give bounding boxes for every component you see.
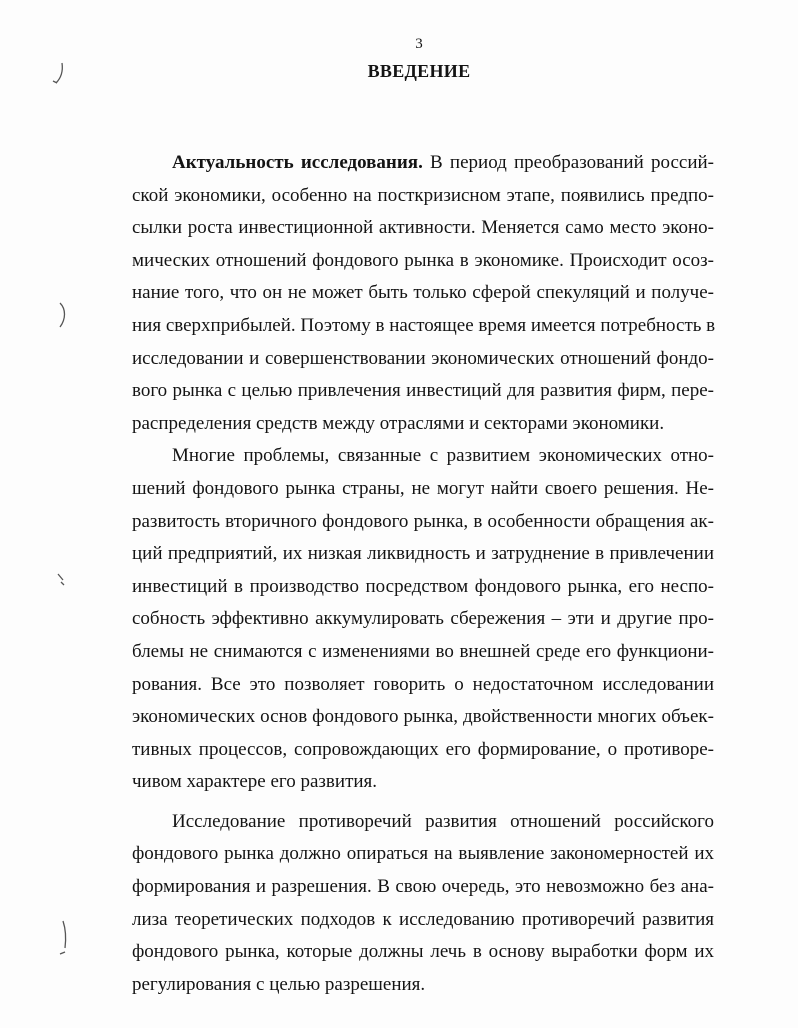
paragraph-line: Исследование противоречий развития отношений российского <box>172 810 714 832</box>
paragraph-line: формирования и разрешения. В свою очередь, это невозможно без ана- <box>132 876 714 898</box>
paragraph-line: исследовании и совершенствовании экономических отношений фондо- <box>132 347 714 369</box>
paragraph-line: лиза теоретических подходов к исследованию противоречий развития <box>132 908 714 930</box>
paragraph-line: рования. Все это позволяет говорить о недостаточном исследовании <box>132 673 714 695</box>
paragraph-line: фондового рынка, которые должны лечь в основу выработки форм их <box>132 941 714 963</box>
paragraph-line: тивных процессов, сопровождающих его формирование, о противоре- <box>132 738 714 760</box>
paragraph-line: чивом характере его развития. <box>132 771 378 793</box>
paragraph-line: Актуальность исследования. В период преобразований россий- <box>172 152 714 173</box>
paragraph-line: распределения средств между отраслями и секторами экономики. <box>132 412 665 434</box>
paragraph-line: нание того, что он не может быть только сферой спекуляций и получе- <box>132 282 714 304</box>
paragraph-line: шений фондового рынка страны, не могут найти своего решения. Не- <box>132 477 714 499</box>
paragraph-line: инвестиций в производство посредством фондового рынка, его неспо- <box>132 575 714 597</box>
page-number: 3 <box>415 36 423 52</box>
paragraph-relevance <box>132 147 714 440</box>
paragraph-gap <box>132 799 714 806</box>
paragraph-line: собность эффективно аккумулировать сбережения – эти и другие про- <box>132 608 714 630</box>
paragraph-line: блемы не снимаются с изменениями во внешней среде его функциони- <box>132 640 714 662</box>
paragraph-line: мических отношений фондового рынка в экономике. Происходит осоз- <box>132 249 714 271</box>
paragraph-problems <box>132 440 714 799</box>
paragraph-line: сылки роста инвестиционной активности. Меняется само место эконо- <box>132 217 714 239</box>
paragraph-line: ской экономики, особенно на посткризисном этапе, появились предпо- <box>132 184 714 206</box>
paragraph-line: фондового рынка должно опираться на выявление закономерностей их <box>132 843 714 865</box>
paragraph-line: развитость вторичного фондового рынка, в особенности обращения ак- <box>132 510 714 532</box>
paragraph-line: регулирования с целью разрешения. <box>132 973 426 995</box>
margin-mark-small <box>54 570 68 590</box>
margin-mark-middle <box>54 300 72 330</box>
paragraph-line: экономических основ фондового рынка, двойственности многих объек- <box>132 706 714 728</box>
section-lead-heading: Актуальность исследования. <box>172 152 423 173</box>
paragraph-line: Многие проблемы, связанные с развитием экономических отно- <box>172 445 714 467</box>
paragraph-line: ния сверхприбылей. Поэтому в настоящее время имеется потребность в <box>132 314 716 336</box>
paragraph-line: вого рынка с целью привлечения инвестиций для развития фирм, пере- <box>132 380 714 402</box>
paragraph-line: ций предприятий, их низкая ликвидность и затруднение в привлечении <box>132 543 714 565</box>
body-text <box>132 147 714 1001</box>
page-title: ВВЕДЕНИЕ <box>367 61 471 81</box>
paragraph-contradictions <box>132 806 714 1002</box>
margin-mark-bottom <box>56 918 74 960</box>
